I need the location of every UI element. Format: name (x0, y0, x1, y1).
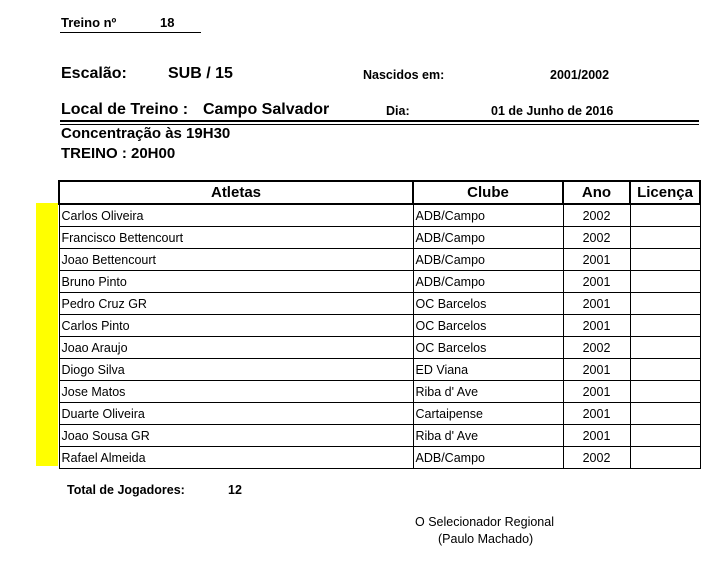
highlight-strip (36, 203, 58, 466)
table-row (59, 227, 700, 249)
athlete-license (630, 204, 700, 227)
athlete-year: 2001 (563, 293, 630, 315)
table-row (59, 315, 700, 337)
athlete-name: Rafael Almeida (59, 447, 413, 469)
dia-label: Dia: (386, 104, 410, 118)
treino-underline (60, 32, 201, 33)
athlete-club: ADB/Campo (413, 447, 563, 469)
selector-title: O Selecionador Regional (415, 515, 554, 529)
athlete-license (630, 227, 700, 249)
dia-value: 01 de Junho de 2016 (491, 104, 614, 118)
athlete-license (630, 293, 700, 315)
column-header-atletas: Atletas (59, 181, 413, 204)
athlete-license (630, 359, 700, 381)
table-row (59, 249, 700, 271)
treino-label: Treino nº (61, 15, 117, 30)
table-row (59, 204, 700, 227)
athlete-year: 2001 (563, 381, 630, 403)
athlete-license (630, 381, 700, 403)
total-value: 12 (228, 483, 242, 497)
column-header-licenca: Licença (630, 181, 700, 204)
treino-number: 18 (160, 15, 175, 30)
athlete-year: 2002 (563, 227, 630, 249)
table-row (59, 359, 700, 381)
local-label: Local de Treino : (61, 101, 189, 118)
table-row (59, 425, 700, 447)
local-value: Campo Salvador (203, 101, 330, 118)
athlete-club: ADB/Campo (413, 249, 563, 271)
athlete-name: Pedro Cruz GR (59, 293, 413, 315)
selector-name: (Paulo Machado) (438, 532, 534, 546)
athlete-year: 2001 (563, 271, 630, 293)
athlete-club: Cartaipense (413, 403, 563, 425)
header-double-line-top (60, 120, 699, 122)
athlete-club: ADB/Campo (413, 271, 563, 293)
column-header-ano: Ano (563, 181, 630, 204)
athlete-year: 2001 (563, 315, 630, 337)
athlete-license (630, 249, 700, 271)
table-header-row (59, 181, 700, 204)
table-row (59, 293, 700, 315)
athlete-year: 2001 (563, 249, 630, 271)
athlete-club: ADB/Campo (413, 204, 563, 227)
athlete-license (630, 337, 700, 359)
treino-time-text: TREINO : 20H00 (61, 145, 176, 162)
athlete-license (630, 315, 700, 337)
escalao-value: SUB / 15 (168, 65, 233, 82)
athlete-name: Carlos Pinto (59, 315, 413, 337)
escalao-label: Escalão: (61, 65, 127, 82)
athlete-name: Duarte Oliveira (59, 403, 413, 425)
table-row (59, 337, 700, 359)
athlete-year: 2001 (563, 359, 630, 381)
concentracao-text: Concentração às 19H30 (61, 125, 231, 142)
athlete-year: 2002 (563, 447, 630, 469)
athlete-license (630, 271, 700, 293)
athlete-club: Riba d' Ave (413, 381, 563, 403)
athlete-year: 2001 (563, 425, 630, 447)
athlete-name: Jose Matos (59, 381, 413, 403)
athlete-club: ADB/Campo (413, 227, 563, 249)
athlete-club: ED Viana (413, 359, 563, 381)
total-label: Total de Jogadores: (67, 483, 185, 497)
table-row (59, 447, 700, 469)
athlete-year: 2002 (563, 337, 630, 359)
athlete-name: Joao Bettencourt (59, 249, 413, 271)
athlete-year: 2001 (563, 403, 630, 425)
athlete-license (630, 425, 700, 447)
athlete-name: Francisco Bettencourt (59, 227, 413, 249)
athlete-club: OC Barcelos (413, 315, 563, 337)
nascidos-label: Nascidos em: (363, 68, 445, 82)
athlete-club: Riba d' Ave (413, 425, 563, 447)
athlete-year: 2002 (563, 204, 630, 227)
roster-table (58, 180, 701, 469)
column-header-clube: Clube (413, 181, 563, 204)
table-row (59, 271, 700, 293)
athlete-name: Joao Sousa GR (59, 425, 413, 447)
athlete-name: Carlos Oliveira (59, 204, 413, 227)
nascidos-value: 2001/2002 (550, 68, 610, 82)
athlete-name: Bruno Pinto (59, 271, 413, 293)
athlete-club: OC Barcelos (413, 293, 563, 315)
athlete-club: OC Barcelos (413, 337, 563, 359)
athlete-license (630, 403, 700, 425)
athlete-license (630, 447, 700, 469)
table-row (59, 403, 700, 425)
table-row (59, 381, 700, 403)
athlete-name: Joao Araujo (59, 337, 413, 359)
athlete-name: Diogo Silva (59, 359, 413, 381)
